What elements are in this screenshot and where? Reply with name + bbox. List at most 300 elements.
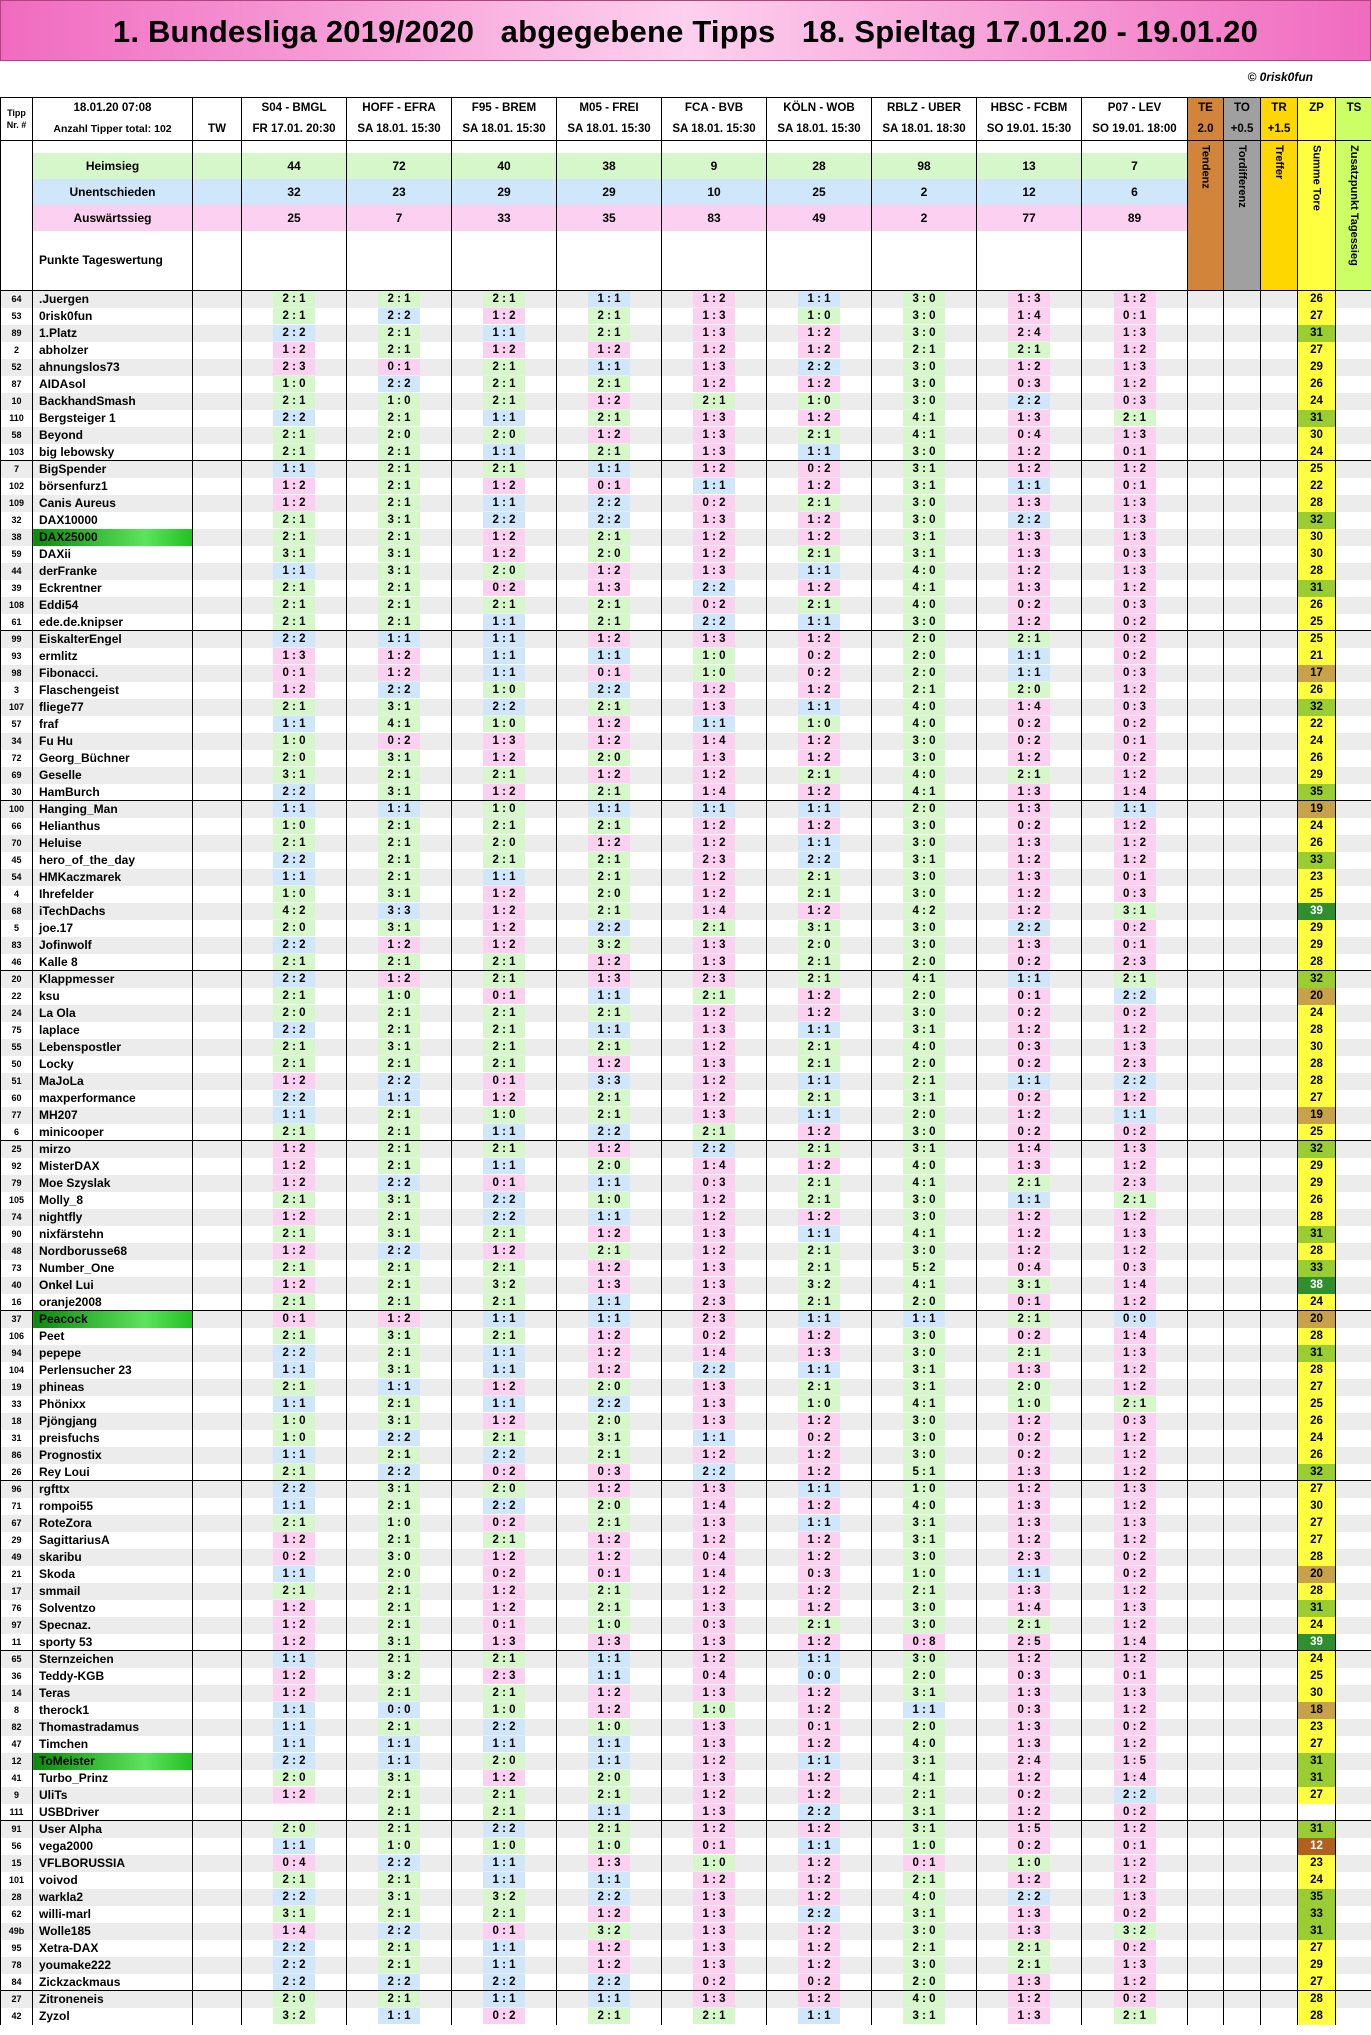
tr-cell — [1261, 1430, 1298, 1447]
zp-cell: 26 — [1298, 291, 1336, 308]
tipp-cell: 3 : 1 — [242, 546, 347, 563]
table-row — [1, 852, 1371, 869]
tipp-nr: 67 — [1, 1515, 33, 1532]
table-row — [1, 410, 1371, 427]
tipper-name: mirzo — [33, 1141, 193, 1158]
table-row — [1, 1039, 1371, 1056]
ts-cell — [1336, 1481, 1371, 1498]
tipp-cell: 1 : 0 — [977, 1396, 1082, 1413]
table-row — [1, 1056, 1371, 1073]
ts-cell — [1336, 801, 1371, 818]
tipp-cell: 2 : 1 — [977, 767, 1082, 784]
tr-cell — [1261, 1532, 1298, 1549]
tipp-cell: 1 : 3 — [1082, 1039, 1188, 1056]
tipp-cell: 1 : 2 — [1082, 1651, 1188, 1668]
tipp-cell: 3 : 2 — [347, 1668, 452, 1685]
tipp-cell: 1 : 3 — [977, 529, 1082, 546]
tipp-nr: 48 — [1, 1243, 33, 1260]
tipp-cell: 1 : 2 — [662, 546, 767, 563]
tipp-cell: 1 : 2 — [1082, 1090, 1188, 1107]
te-cell — [1188, 1991, 1224, 2008]
tipp-cell: 1 : 2 — [977, 1804, 1082, 1821]
tipp-cell: 3 : 1 — [347, 1192, 452, 1209]
table-row — [1, 971, 1371, 988]
tr-cell — [1261, 1787, 1298, 1804]
tipp-cell: 1 : 2 — [1082, 1702, 1188, 1719]
tr-cell — [1261, 1651, 1298, 1668]
te-cell — [1188, 1158, 1224, 1175]
tipp-cell: 3 : 1 — [347, 1226, 452, 1243]
tipp-cell: 4 : 1 — [872, 427, 977, 444]
te-cell — [1188, 1753, 1224, 1770]
tipper-name: Lebenspostler — [33, 1039, 193, 1056]
tipp-nr: 99 — [1, 631, 33, 648]
tipp-cell: 4 : 1 — [872, 1175, 977, 1192]
to-cell — [1224, 1923, 1261, 1940]
tipp-cell: 1 : 1 — [242, 801, 347, 818]
tipp-cell: 1 : 2 — [767, 1634, 872, 1651]
tipp-nr: 22 — [1, 988, 33, 1005]
tr-cell — [1261, 1260, 1298, 1277]
tipper-name: HamBurch — [33, 784, 193, 801]
tipp-cell: 1 : 2 — [557, 954, 662, 971]
unent-count: 23 — [347, 179, 452, 205]
tipp-cell: 1 : 2 — [767, 1532, 872, 1549]
tipp-cell: 1 : 0 — [452, 1838, 557, 1855]
tipper-name: BackhandSmash — [33, 393, 193, 410]
tipp-nr: 52 — [1, 359, 33, 376]
match-pair: HOFF - EFRA — [347, 98, 452, 119]
tipp-cell: 2 : 3 — [662, 1294, 767, 1311]
table-row — [1, 716, 1371, 733]
tipp-cell: 1 : 3 — [662, 699, 767, 716]
tipp-nr: 92 — [1, 1158, 33, 1175]
tipp-cell: 2 : 1 — [557, 325, 662, 342]
tr-cell — [1261, 376, 1298, 393]
tipp-nr: 102 — [1, 478, 33, 495]
heimsieg-count: 28 — [767, 153, 872, 179]
ts-cell — [1336, 546, 1371, 563]
ts-cell — [1336, 818, 1371, 835]
table-row — [1, 1753, 1371, 1770]
tipp-cell: 1 : 1 — [557, 1311, 662, 1328]
tipp-cell: 2 : 3 — [977, 1549, 1082, 1566]
tipper-name: warkla2 — [33, 1889, 193, 1906]
tipper-name: fliege77 — [33, 699, 193, 716]
tipp-cell: 1 : 1 — [977, 648, 1082, 665]
tw-cell — [193, 1481, 242, 1498]
tipp-cell: 1 : 4 — [662, 733, 767, 750]
zp-cell: 33 — [1298, 1906, 1336, 1923]
tipp-cell: 1 : 2 — [767, 1600, 872, 1617]
tipp-cell: 2 : 1 — [872, 1073, 977, 1090]
tipp-cell: 2 : 2 — [452, 1974, 557, 1991]
te-cell — [1188, 1821, 1224, 1838]
ts-cell — [1336, 1277, 1371, 1294]
tipp-cell: 1 : 2 — [662, 1651, 767, 1668]
table-row — [1, 342, 1371, 359]
tipp-cell: 1 : 2 — [242, 1243, 347, 1260]
te-cell — [1188, 937, 1224, 954]
tr-cell — [1261, 665, 1298, 682]
zp-cell: 21 — [1298, 648, 1336, 665]
tipper-name: willi-marl — [33, 1906, 193, 1923]
tipp-cell: 2 : 0 — [872, 648, 977, 665]
table-row — [1, 1209, 1371, 1226]
tipper-name: Timchen — [33, 1736, 193, 1753]
tipp-cell: 2 : 2 — [557, 1889, 662, 1906]
tipp-cell: 1 : 3 — [662, 1923, 767, 1940]
tipp-cell: 1 : 1 — [557, 648, 662, 665]
tipp-nr: 25 — [1, 1141, 33, 1158]
tipp-cell: 0 : 2 — [452, 1566, 557, 1583]
tipp-cell: 2 : 1 — [347, 1396, 452, 1413]
tipper-name: Ihrefelder — [33, 886, 193, 903]
tipp-cell: 2 : 1 — [347, 1651, 452, 1668]
to-cell — [1224, 325, 1261, 342]
tr-cell — [1261, 1838, 1298, 1855]
tipper-name: Hanging_Man — [33, 801, 193, 818]
tipp-cell: 0 : 3 — [1082, 1260, 1188, 1277]
tipp-cell: 1 : 0 — [767, 1396, 872, 1413]
zp-cell: 24 — [1298, 1430, 1336, 1447]
tipp-cell: 3 : 0 — [872, 614, 977, 631]
tipper-name: MH207 — [33, 1107, 193, 1124]
tipp-cell: 3 : 0 — [872, 1209, 977, 1226]
zp-cell: 28 — [1298, 1073, 1336, 1090]
tipp-cell: 2 : 2 — [452, 1209, 557, 1226]
tipp-cell: 2 : 1 — [977, 1345, 1082, 1362]
tw-cell — [193, 1430, 242, 1447]
tipp-cell: 2 : 1 — [347, 1260, 452, 1277]
to-cell — [1224, 1651, 1261, 1668]
to-cell — [1224, 1226, 1261, 1243]
tipp-cell: 2 : 2 — [557, 1124, 662, 1141]
tipp-cell: 2 : 1 — [347, 597, 452, 614]
to-cell — [1224, 1566, 1261, 1583]
te-cell — [1188, 1328, 1224, 1345]
tipp-cell: 2 : 1 — [347, 1719, 452, 1736]
tipp-cell: 2 : 0 — [452, 563, 557, 580]
tipp-cell: 3 : 1 — [1082, 903, 1188, 920]
tipp-cell: 3 : 0 — [872, 1243, 977, 1260]
ts-cell — [1336, 1056, 1371, 1073]
te-cell — [1188, 954, 1224, 971]
ts-cell — [1336, 1022, 1371, 1039]
tipp-cell: 1 : 1 — [347, 801, 452, 818]
tipp-cell: 1 : 3 — [662, 444, 767, 461]
tipp-cell: 0 : 2 — [977, 1430, 1082, 1447]
to-cell — [1224, 767, 1261, 784]
table-row — [1, 1294, 1371, 1311]
tipp-nr: 7 — [1, 461, 33, 478]
tipp-cell: 1 : 1 — [347, 2008, 452, 2025]
table-row — [1, 1158, 1371, 1175]
tipp-cell: 2 : 2 — [242, 971, 347, 988]
tipp-cell: 2 : 0 — [872, 1974, 977, 1991]
tipp-cell: 1 : 2 — [662, 1243, 767, 1260]
table-row — [1, 1005, 1371, 1022]
tipper-name: MisterDAX — [33, 1158, 193, 1175]
tw-cell — [193, 1447, 242, 1464]
ts-cell — [1336, 1362, 1371, 1379]
tipp-nr: 93 — [1, 648, 33, 665]
tr-cell — [1261, 1889, 1298, 1906]
tipp-cell: 0 : 2 — [1082, 1804, 1188, 1821]
te-cell — [1188, 1141, 1224, 1158]
tr-cell — [1261, 1345, 1298, 1362]
te-value: 2.0 — [1188, 119, 1224, 141]
tr-cell — [1261, 1549, 1298, 1566]
tipp-cell: 2 : 1 — [557, 2008, 662, 2025]
te-cell — [1188, 1702, 1224, 1719]
tipp-cell: 3 : 0 — [872, 291, 977, 308]
zp-cell: 31 — [1298, 1753, 1336, 1770]
te-cell — [1188, 801, 1224, 818]
tipp-cell: 0 : 3 — [767, 1566, 872, 1583]
tipp-cell: 1 : 1 — [557, 1209, 662, 1226]
tipp-cell: 2 : 2 — [347, 1430, 452, 1447]
tipp-cell: 1 : 3 — [662, 937, 767, 954]
tipp-cell: 3 : 1 — [872, 1379, 977, 1396]
tipp-cell: 2 : 1 — [977, 631, 1082, 648]
tipp-cell: 1 : 1 — [767, 444, 872, 461]
tipp-nr: 12 — [1, 1753, 33, 1770]
tipp-cell: 3 : 0 — [872, 325, 977, 342]
tipp-cell: 0 : 4 — [977, 1260, 1082, 1277]
zp-cell: 32 — [1298, 699, 1336, 716]
tipp-cell: 2 : 2 — [977, 512, 1082, 529]
tr-cell — [1261, 1039, 1298, 1056]
tipper-name: RoteZora — [33, 1515, 193, 1532]
tipper-name: pepepe — [33, 1345, 193, 1362]
tipp-cell: 1 : 2 — [662, 1073, 767, 1090]
te-cell — [1188, 1770, 1224, 1787]
tipp-cell: 2 : 1 — [452, 818, 557, 835]
tipp-cell: 1 : 2 — [662, 342, 767, 359]
to-cell — [1224, 614, 1261, 631]
tipp-cell: 2 : 1 — [347, 1005, 452, 1022]
tipp-cell: 1 : 2 — [557, 767, 662, 784]
tipp-cell: 1 : 2 — [767, 342, 872, 359]
tr-label: TR — [1261, 98, 1298, 119]
tipp-cell: 2 : 1 — [452, 291, 557, 308]
table-row — [1, 665, 1371, 682]
heimsieg-count: 38 — [557, 153, 662, 179]
table-row — [1, 1379, 1371, 1396]
tipp-cell: 1 : 1 — [242, 1396, 347, 1413]
tipp-cell: 1 : 4 — [662, 903, 767, 920]
tipp-cell: 1 : 2 — [557, 1141, 662, 1158]
ts-cell — [1336, 1549, 1371, 1566]
tipp-cell: 1 : 3 — [662, 1685, 767, 1702]
ts-cell — [1336, 1345, 1371, 1362]
tipp-cell: 1 : 2 — [767, 1736, 872, 1753]
ts-cell — [1336, 1430, 1371, 1447]
ts-cell — [1336, 1872, 1371, 1889]
tipp-cell: 1 : 3 — [1082, 1345, 1188, 1362]
tipp-cell: 1 : 2 — [767, 1991, 872, 2008]
tipp-cell: 3 : 1 — [977, 1277, 1082, 1294]
ausw-count: 7 — [347, 205, 452, 231]
to-cell — [1224, 1073, 1261, 1090]
tipp-nr: 41 — [1, 1770, 33, 1787]
tipp-cell: 2 : 1 — [872, 1940, 977, 1957]
tipp-cell: 1 : 1 — [452, 325, 557, 342]
tipp-cell: 1 : 1 — [242, 1107, 347, 1124]
tipp-cell: 2 : 1 — [347, 1804, 452, 1821]
tipper-name: Georg_Büchner — [33, 750, 193, 767]
tipp-cell: 1 : 1 — [242, 869, 347, 886]
tipp-cell: 2 : 1 — [977, 1311, 1082, 1328]
tipp-cell: 2 : 2 — [557, 682, 662, 699]
zp-cell: 26 — [1298, 1192, 1336, 1209]
tw-cell — [193, 1889, 242, 1906]
te-cell — [1188, 852, 1224, 869]
tr-cell — [1261, 1311, 1298, 1328]
tipp-cell: 0 : 2 — [977, 1838, 1082, 1855]
tipp-nr: 50 — [1, 1056, 33, 1073]
zp-cell: 27 — [1298, 308, 1336, 325]
tipp-cell: 1 : 2 — [1082, 291, 1188, 308]
tipp-cell: 1 : 2 — [662, 1583, 767, 1600]
to-cell — [1224, 444, 1261, 461]
to-cell — [1224, 1175, 1261, 1192]
to-cell — [1224, 1260, 1261, 1277]
tr-cell — [1261, 1668, 1298, 1685]
tipp-cell: 0 : 3 — [557, 1464, 662, 1481]
table-row — [1, 1685, 1371, 1702]
tipp-cell: 3 : 1 — [347, 1328, 452, 1345]
tipp-nr-header: Tipp Nr. # — [1, 98, 33, 141]
to-cell — [1224, 818, 1261, 835]
tipp-nr: 64 — [1, 291, 33, 308]
tipp-cell: 2 : 1 — [557, 1107, 662, 1124]
tipp-cell: 1 : 1 — [452, 1311, 557, 1328]
te-cell — [1188, 342, 1224, 359]
te-cell — [1188, 1651, 1224, 1668]
tipp-cell: 4 : 1 — [872, 1277, 977, 1294]
tipp-cell: 3 : 1 — [872, 1753, 977, 1770]
tipper-name: VFLBORUSSIA — [33, 1855, 193, 1872]
tipp-cell: 1 : 2 — [662, 1192, 767, 1209]
tipp-cell: 1 : 2 — [767, 784, 872, 801]
tipp-cell: 1 : 2 — [767, 529, 872, 546]
tipp-cell: 1 : 2 — [452, 886, 557, 903]
tipp-cell: 1 : 2 — [767, 325, 872, 342]
tipp-cell: 2 : 1 — [977, 1940, 1082, 1957]
ts-cell — [1336, 1821, 1371, 1838]
tipp-cell: 1 : 2 — [767, 1702, 872, 1719]
table-row — [1, 631, 1371, 648]
te-cell — [1188, 2008, 1224, 2025]
tipp-nr: 96 — [1, 1481, 33, 1498]
tipp-cell: 1 : 2 — [242, 1175, 347, 1192]
tw-cell — [193, 1005, 242, 1022]
zp-cell: 28 — [1298, 1022, 1336, 1039]
tipp-cell: 2 : 2 — [242, 784, 347, 801]
tipp-cell: 1 : 2 — [1082, 1736, 1188, 1753]
tipp-cell: 2 : 1 — [347, 1821, 452, 1838]
tw-cell — [193, 699, 242, 716]
te-cell — [1188, 580, 1224, 597]
tipp-cell: 1 : 2 — [452, 1090, 557, 1107]
tr-cell — [1261, 1617, 1298, 1634]
tipp-cell: 1 : 0 — [242, 818, 347, 835]
tw-cell — [193, 1345, 242, 1362]
ts-cell — [1336, 1073, 1371, 1090]
to-cell — [1224, 1396, 1261, 1413]
te-cell — [1188, 1124, 1224, 1141]
tipp-cell: 1 : 3 — [662, 359, 767, 376]
te-cell — [1188, 631, 1224, 648]
tipp-cell: 3 : 3 — [347, 903, 452, 920]
unent-count: 12 — [977, 179, 1082, 205]
te-cell — [1188, 1515, 1224, 1532]
tipper-name: Bergsteiger 1 — [33, 410, 193, 427]
tipp-cell: 1 : 2 — [452, 920, 557, 937]
tipp-cell: 1 : 2 — [1082, 1583, 1188, 1600]
tw-cell — [193, 291, 242, 308]
tipp-cell: 1 : 2 — [662, 291, 767, 308]
to-cell — [1224, 410, 1261, 427]
tipp-cell: 2 : 1 — [347, 1107, 452, 1124]
zp-cell: 32 — [1298, 1464, 1336, 1481]
zp-cell: 38 — [1298, 1277, 1336, 1294]
tipp-cell: 1 : 2 — [557, 1685, 662, 1702]
table-row — [1, 1481, 1371, 1498]
table-row — [1, 835, 1371, 852]
zp-cell: 32 — [1298, 971, 1336, 988]
tipp-cell: 2 : 2 — [662, 580, 767, 597]
tipp-cell: 3 : 1 — [347, 1889, 452, 1906]
zp-cell: 26 — [1298, 597, 1336, 614]
tipp-nr: 107 — [1, 699, 33, 716]
tipp-cell: 3 : 0 — [872, 1957, 977, 1974]
tipp-cell: 1 : 2 — [557, 835, 662, 852]
tipp-cell: 2 : 1 — [242, 1056, 347, 1073]
tipp-cell: 2 : 2 — [242, 1889, 347, 1906]
tipp-cell: 1 : 2 — [1082, 1022, 1188, 1039]
to-cell — [1224, 597, 1261, 614]
tipp-cell: 1 : 0 — [557, 1617, 662, 1634]
tipp-cell: 0 : 1 — [452, 1617, 557, 1634]
to-cell — [1224, 478, 1261, 495]
table-row — [1, 682, 1371, 699]
tipp-cell: 1 : 2 — [242, 1787, 347, 1804]
tipp-cell: 2 : 2 — [767, 1906, 872, 1923]
tipp-cell: 1 : 3 — [662, 1481, 767, 1498]
tipp-cell: 4 : 2 — [872, 903, 977, 920]
to-cell — [1224, 1889, 1261, 1906]
tipp-cell: 1 : 2 — [557, 1260, 662, 1277]
tipp-cell: 2 : 1 — [767, 886, 872, 903]
ts-cell — [1336, 1396, 1371, 1413]
tipp-cell: 1 : 2 — [557, 1549, 662, 1566]
tr-cell — [1261, 801, 1298, 818]
tipp-cell: 1 : 2 — [1082, 1855, 1188, 1872]
zp-cell: 28 — [1298, 1056, 1336, 1073]
tipp-cell: 1 : 4 — [662, 1498, 767, 1515]
tipp-nr: 83 — [1, 937, 33, 954]
tipp-cell: 3 : 1 — [872, 1532, 977, 1549]
zp-cell: 32 — [1298, 1141, 1336, 1158]
tipp-cell: 1 : 2 — [767, 631, 872, 648]
tipp-cell: 2 : 1 — [347, 1141, 452, 1158]
te-cell — [1188, 1073, 1224, 1090]
table-row — [1, 818, 1371, 835]
tipp-cell: 0 : 2 — [977, 1005, 1082, 1022]
